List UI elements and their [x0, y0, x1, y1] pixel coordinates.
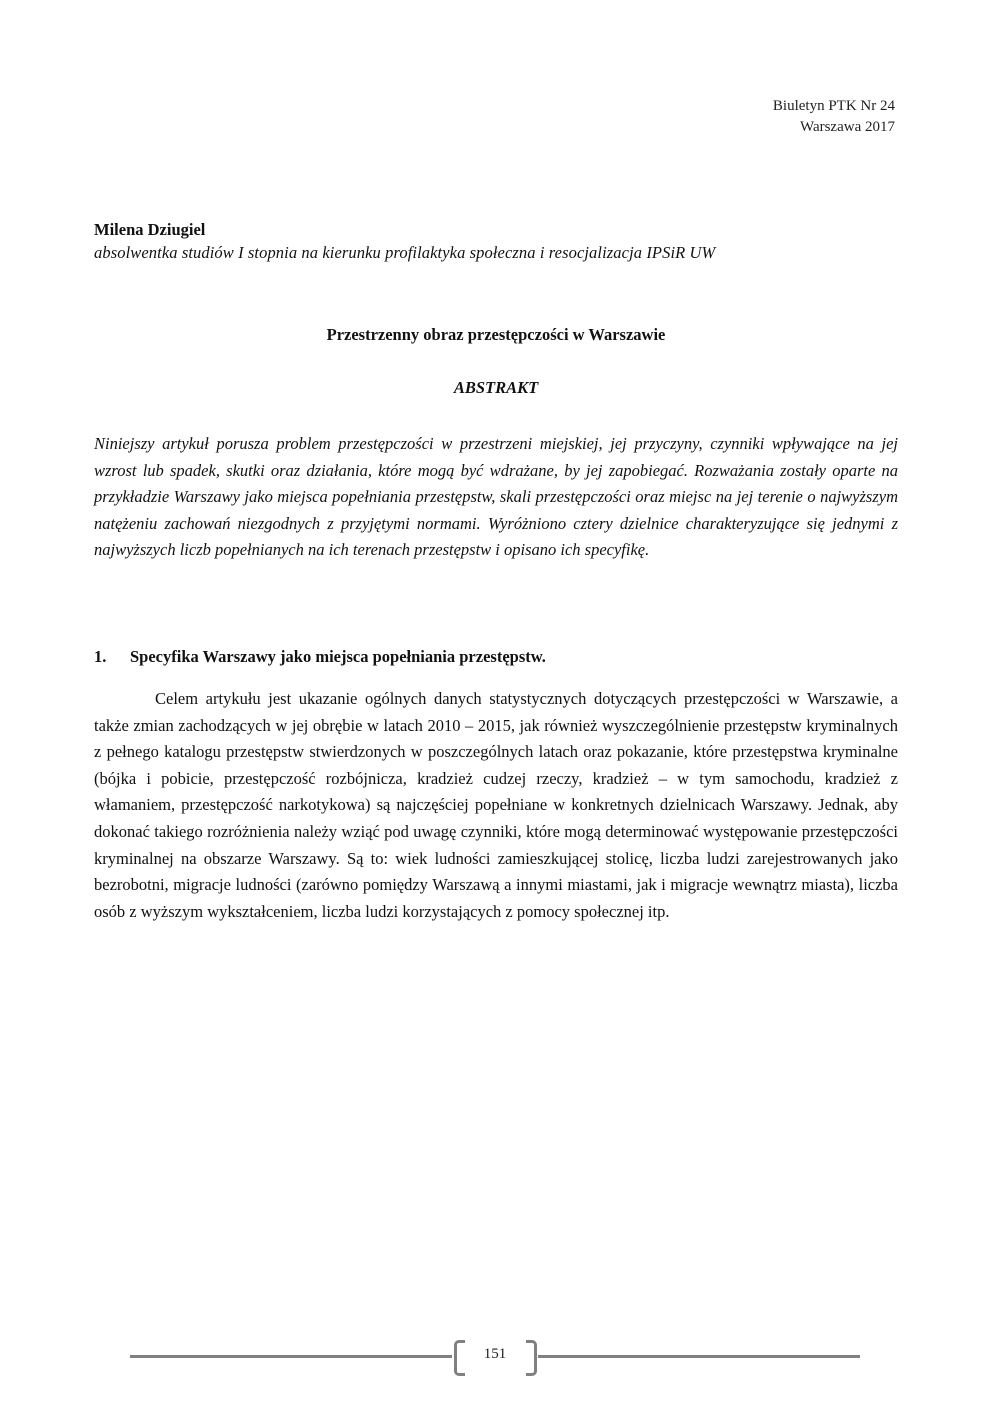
- footer-rule-left: [130, 1355, 452, 1358]
- author-affiliation: absolwentka studiów I stopnia na kierunku profilaktyka społeczna i resocjalizacja IPSiR UW: [94, 243, 716, 262]
- section-heading: [94, 647, 546, 667]
- section-title: Specyfika Warszawy jako miejsca popełniania przestępstw.: [130, 647, 546, 666]
- body-paragraph: Celem artykułu jest ukazanie ogólnych danych statystycznych dotyczących przestępczości w Warszawie, a także zmian zachodzących w jej obrębie w latach 2010 – 2015, jak również wyszczególnienie przestępstw kryminalnych z pełnego katalogu przestępstw stwierdzonych w poszczególnych latach oraz pokazanie, które przestępstwa kryminalne (bójka i pobicie, przestępczość rozbójnicza, kradzież cudzej rzeczy, kradzież – w tym samochodu, kradzież z włamaniem, przestępczość narkotykowa) są najczęściej popełniane w konkretnych dzielnicach Warszawy. Jednak, aby dokonać takiego rozróżnienia należy wziąć pod uwagę czynniki, które mogą determinować występowanie przestępczości kryminalnej na obszarze Warszawy. Są to: wiek ludności zamieszkującej stolicę, liczba ludzi zarejestrowanych jako bezrobotni, migracje ludności (zarówno pomiędzy Warszawą a innymi miastami, jak i migracje wewnątrz miasta), liczba osób z wyższym wykształceniem, liczba ludzi korzystających z pomocy społecznej itp.: [94, 689, 898, 921]
- running-header: [773, 96, 895, 138]
- article-title: Przestrzenny obraz przestępczości w Warszawie: [326, 325, 666, 344]
- author-name: Milena Dziugiel: [94, 220, 206, 239]
- page-footer: [130, 1340, 860, 1380]
- place-year: Warszawa 2017: [799, 119, 895, 135]
- section-number: 1.: [94, 647, 107, 666]
- close-brace-icon: [526, 1340, 537, 1376]
- footer-rule-right: [538, 1355, 860, 1358]
- abstract-heading: ABSTRAKT: [453, 378, 539, 397]
- page-number: 151: [483, 1346, 507, 1362]
- journal-name: Biuletyn PTK Nr 24: [772, 98, 895, 114]
- abstract-text: Niniejszy artykuł porusza problem przestępczości w przestrzeni miejskiej, jej przyczyny, czynniki wpływające na jej wzrost lub spadek, skutki oraz działania, które mogą być wdrażane, by jej zapobiegać. Rozważania zostały oparte na przykładzie Warszawy jako miejsca popełniania przestępstw, skali przestępczości oraz miejsc na jej terenie o najwyższym natężeniu zachowań niezgodnych z przyjętymi normami. Wyróżniono cztery dzielnice charakteryzujące się jednymi z najwyższych liczb popełnianych na ich terenach przestępstw i opisano ich specyfikę.: [94, 434, 898, 560]
